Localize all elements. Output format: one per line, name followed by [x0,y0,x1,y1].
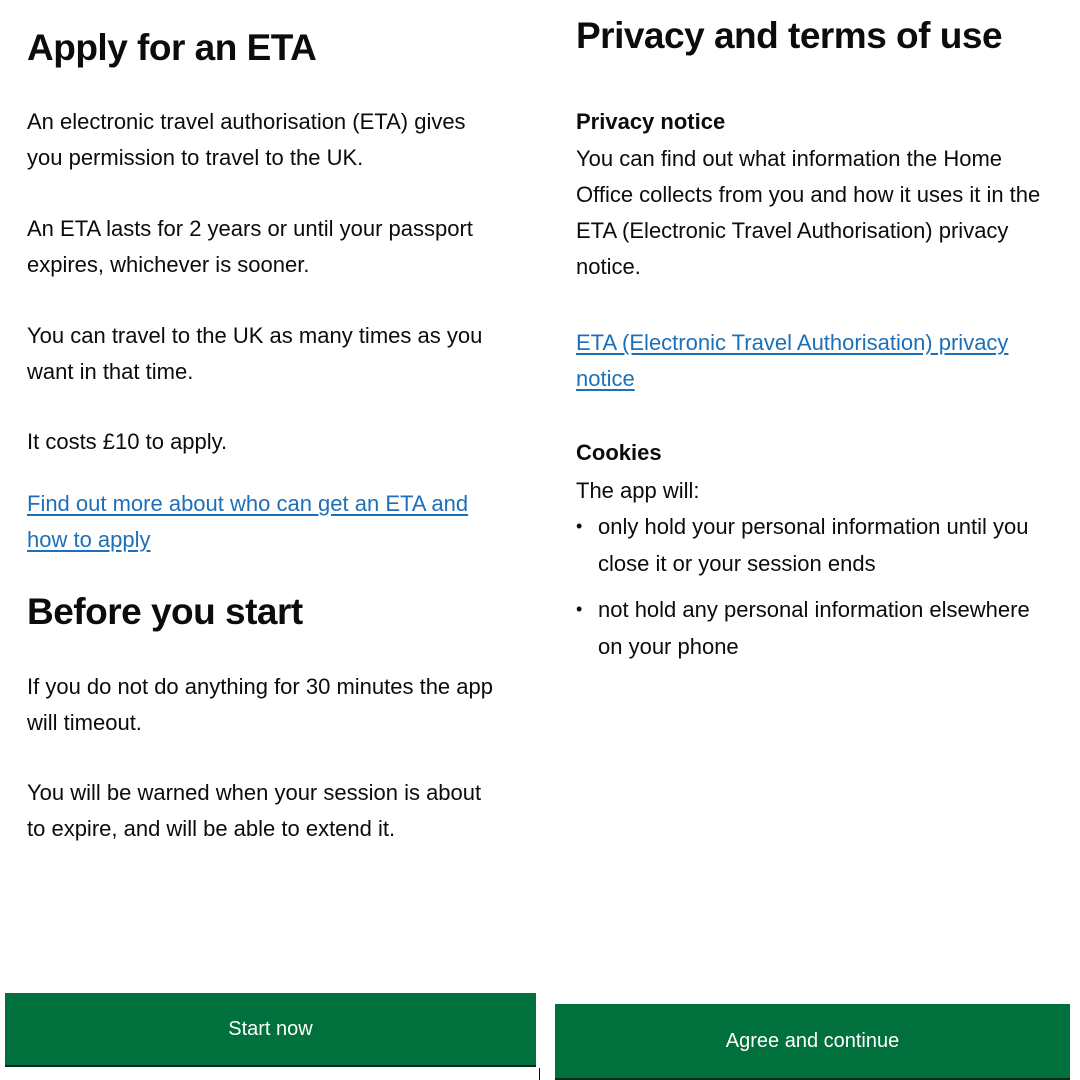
cookies-heading: Cookies [576,440,662,465]
eta-description: An electronic travel authorisation (ETA) gives you permission to travel to the UK. [27,109,466,170]
session-warning-text: You will be warned when your session is about to expire, and will be able to extend it. [27,780,482,841]
timeout-text: If you do not do anything for 30 minutes the app will timeout. [27,674,493,735]
eta-travel-times: You can travel to the UK as many times as you want in that time. [27,323,483,384]
list-item-text: not hold any personal information elsewhere on your phone [598,597,1030,659]
more-info-link[interactable]: Find out more about who can get an ETA and how to apply [27,491,469,552]
privacy-link-container [576,325,1046,397]
cookies-intro: The app will: [576,478,700,503]
list-item-text: only hold your personal information until you close it or your session ends [598,514,1029,576]
bullet-icon: • [576,599,583,619]
eta-duration: An ETA lasts for 2 years or until your passport expires, whichever is sooner. [27,216,473,277]
before-you-start-heading: Before you start [27,591,303,632]
start-now-button[interactable]: Start now [5,993,536,1065]
eta-cost: It costs £10 to apply. [27,429,228,454]
page-title: Privacy and terms of use [576,15,1003,56]
privacy-notice-heading: Privacy notice [576,109,726,134]
agree-continue-button[interactable]: Agree and continue [555,1004,1070,1078]
text-cursor [539,1068,540,1080]
page-title: Apply for an ETA [27,27,317,68]
list-item [576,508,1046,582]
list-item [576,591,1046,665]
privacy-notice-text: You can find out what information the Home Office collects from you and how it uses it in the ETA (Electronic Travel Authorisation) privacy notice. [576,146,1041,279]
privacy-notice-link[interactable]: ETA (Electronic Travel Authorisation) privacy notice [576,330,1009,391]
privacy-terms-screen [548,0,1080,1080]
bullet-icon: • [576,516,583,536]
more-info-container [27,486,497,558]
cookies-list [576,508,1046,674]
